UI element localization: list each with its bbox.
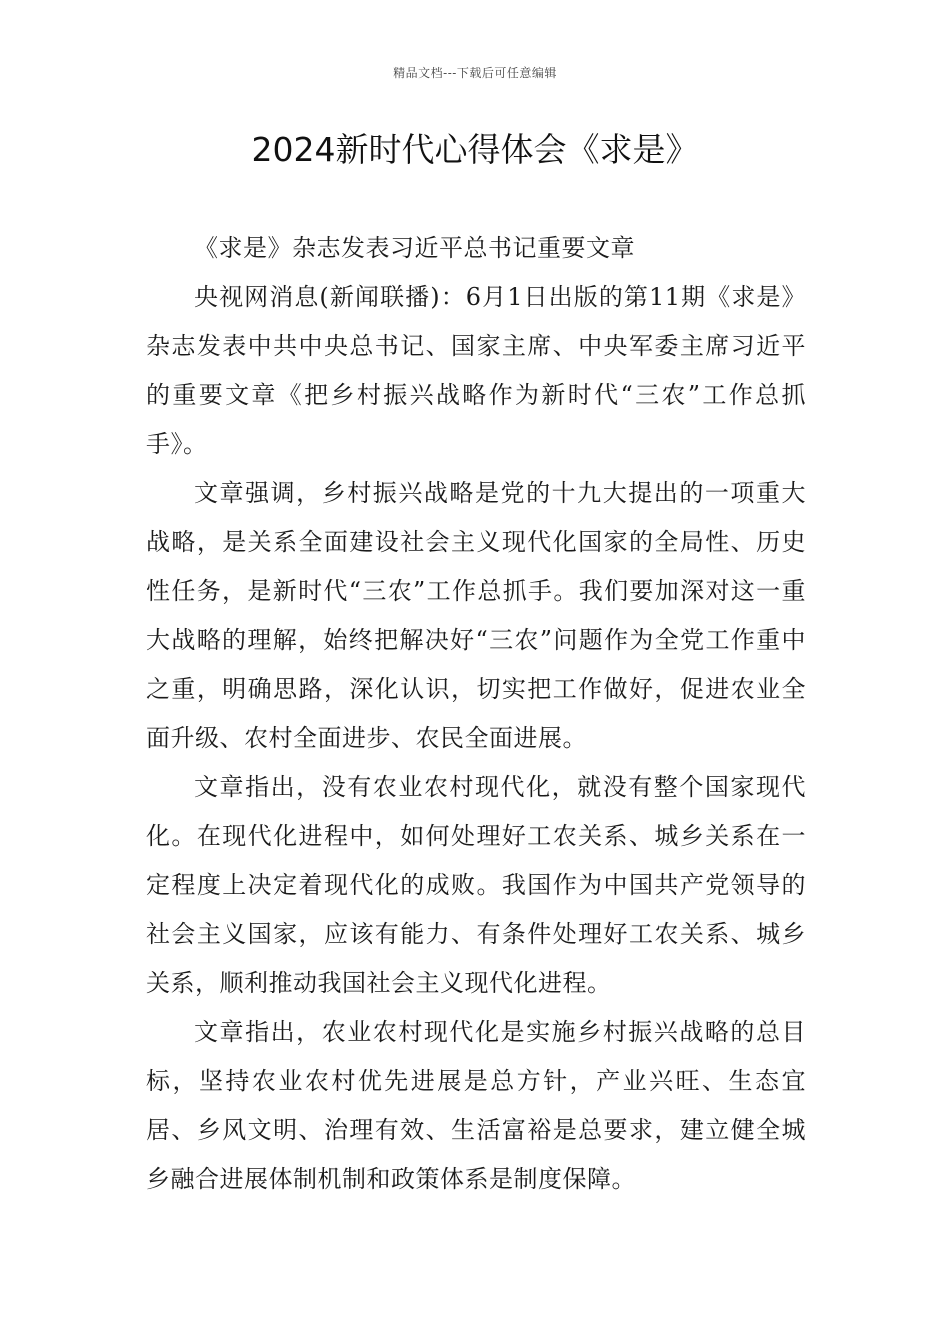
paragraph-subtitle: 《求是》杂志发表习近平总书记重要文章 — [194, 234, 635, 262]
paragraph: 文章强调，乡村振兴战略是党的十九大提出的一项重大战略，是关系全面建设社会主义现代化国家的全局性、历史性任务，是新时代“三农”工作总抓手。我们要加深对这一重大战略的理解，始终把解决好“三农”问题作为全党工作重中之重，明确思路，深化认识，切实把工作做好，促进农业全面升级、农村全面进步、农民全面进展。 — [146, 479, 806, 752]
header-note: 精品文档---下载后可任意编辑 — [393, 66, 557, 80]
paragraph: 文章指出，农业农村现代化是实施乡村振兴战略的总目标，坚持农业农村优先进展是总方针，产业兴旺、生态宜居、乡风文明、治理有效、生活富裕是总要求，建立健全城乡融合进展体制机制和政策体系是制度保障。 — [146, 1018, 806, 1193]
paragraph: 文章指出，没有农业农村现代化，就没有整个国家现代化。在现代化进程中，如何处理好工农关系、城乡关系在一定程度上决定着现代化的成败。我国作为中国共产党领导的社会主义国家，应该有能力、有条件处理好工农关系、城乡关系，顺利推动我国社会主义现代化进程。 — [146, 773, 806, 997]
document-title: 2024新时代心得体会《求是》 — [251, 130, 699, 169]
document-body — [146, 224, 806, 1204]
paragraph: 央视网消息(新闻联播)：6月1日出版的第11期《求是》杂志发表中共中央总书记、国家主席、中央军委主席习近平的重要文章《把乡村振兴战略作为新时代“三农”工作总抓手》。 — [146, 283, 806, 458]
